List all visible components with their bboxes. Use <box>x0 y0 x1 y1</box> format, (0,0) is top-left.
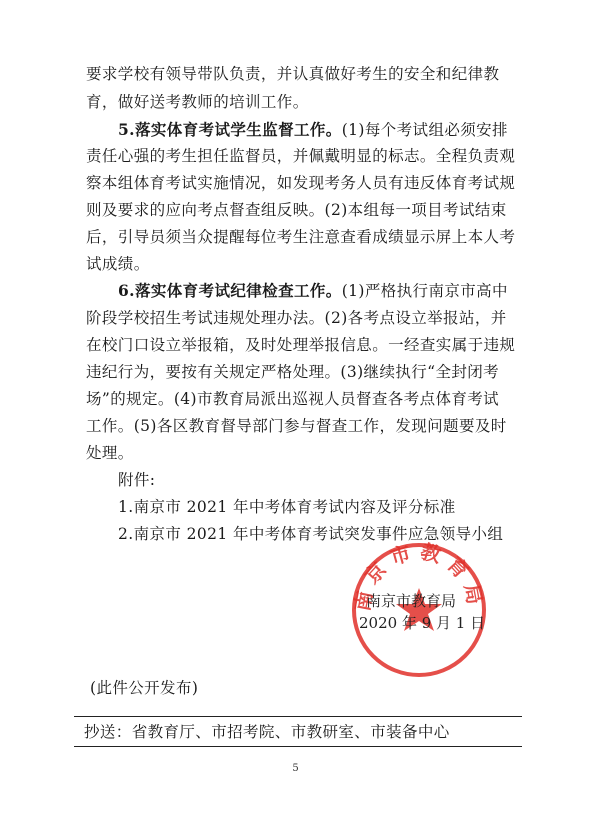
attachment-item-2: 2.南京市 2021 年中考体育考试突发事件应急领导小组 <box>118 525 504 543</box>
body-line: 后，引导员须当众提醒每位考生注意查看成绩显示屏上本人考 <box>86 228 516 246</box>
body-line: 场”的规定。(4)市教育局派出巡视人员督查各考点体育考试 <box>86 390 500 408</box>
body-line: 在校门口设立举报箱，及时处理举报信息。一经查实属于违规 <box>86 336 516 354</box>
body-line: 处理。 <box>86 444 134 462</box>
attachment-item-1: 1.南京市 2021 年中考体育考试内容及评分标准 <box>118 498 456 516</box>
body-line: 则及要求的应向考点督查组反映。(2)本组每一项目考试结束 <box>86 201 507 219</box>
section-6-heading: 6.落实体育考试纪律检查工作。 <box>118 281 342 300</box>
signature-date: 2020 年 9 月 1 日 <box>359 614 486 632</box>
cc-line: 抄送：省教育厅、市招考院、市教研室、市装备中心 <box>84 723 450 741</box>
section-5-heading: 5.落实体育考试学生监督工作。 <box>118 120 342 139</box>
attachments-label: 附件: <box>118 471 156 489</box>
seal-text: 南京市教育局 <box>349 540 489 614</box>
section-5-text: (1)每个考试组必须安排 <box>341 121 508 139</box>
body-line: 要求学校有领导带队负责，并认真做好考生的安全和纪律教 <box>86 65 500 83</box>
body-line: 阶段学校招生考试违规处理办法。(2)各考点设立举报站，并 <box>86 309 507 327</box>
body-line: 育，做好送考教师的培训工作。 <box>86 93 309 111</box>
body-line: 责任心强的考生担任监督员，并佩戴明显的标志。全程负责观 <box>86 147 516 165</box>
public-note: (此件公开发布) <box>90 679 199 697</box>
section-6-line-1 <box>118 281 508 301</box>
body-line: 察本组体育考试实施情况，如发现考务人员有违反体育考试规 <box>86 174 516 192</box>
body-line: 工作。(5)各区教育督导部门参与督查工作，发现问题要及时 <box>86 417 507 435</box>
divider-top <box>74 716 522 717</box>
page-number: 5 <box>292 763 299 774</box>
body-line: 违纪行为，要按有关规定严格处理。(3)继续执行“全封闭考 <box>86 363 500 381</box>
signature-org: 南京市教育局 <box>366 592 457 610</box>
section-5-line-1 <box>118 120 508 140</box>
section-6-text: (1)严格执行南京市高中 <box>341 282 508 300</box>
body-line: 试成绩。 <box>86 255 150 273</box>
divider-bottom <box>74 746 522 747</box>
